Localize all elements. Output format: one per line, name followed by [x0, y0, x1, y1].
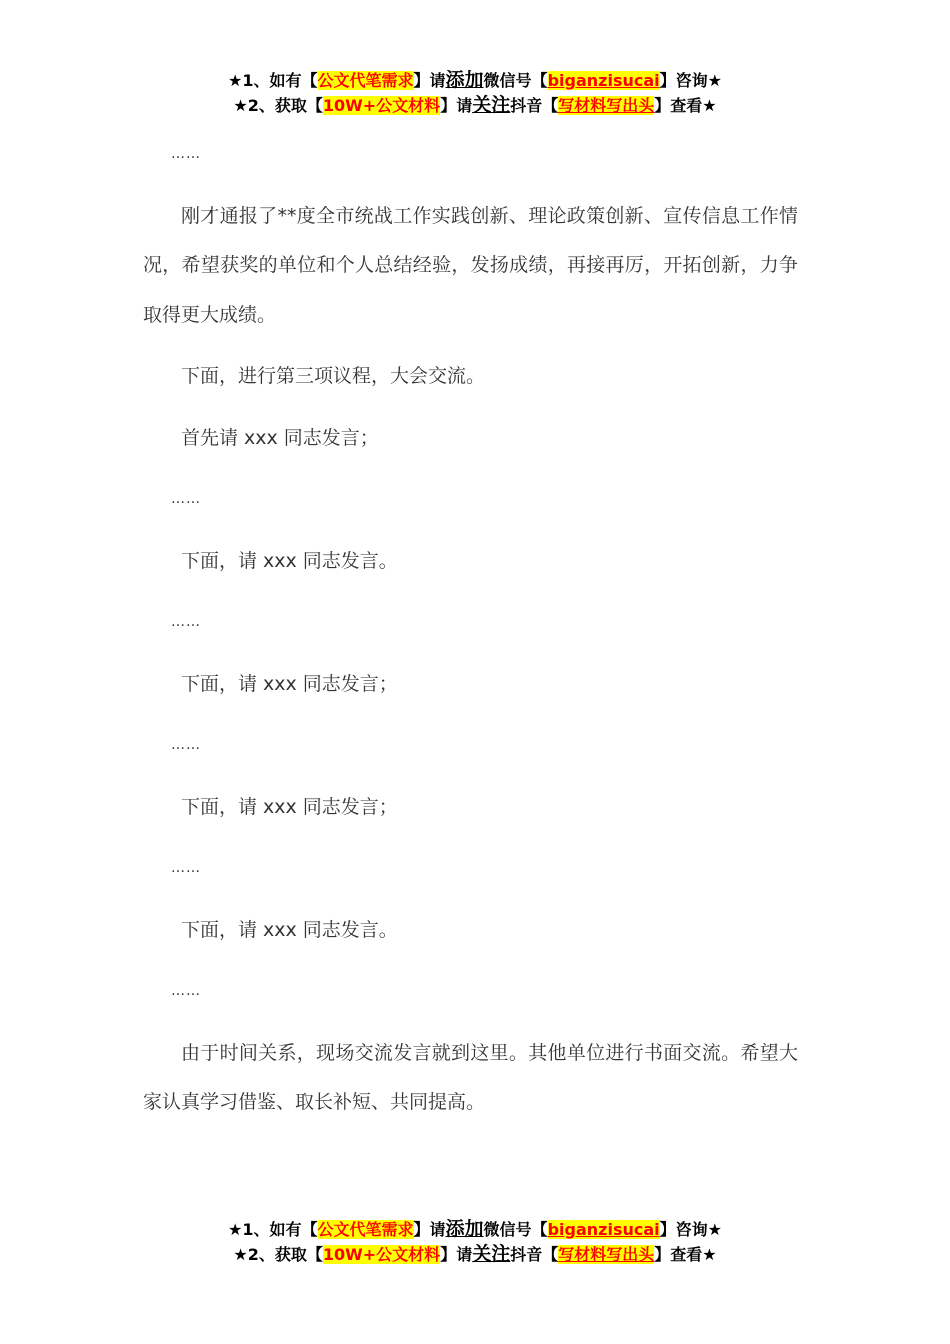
paragraph: ……: [171, 860, 201, 876]
banner-highlight: 公文代笔需求: [317, 1220, 414, 1239]
banner-text: ★2、获取【: [233, 1245, 323, 1264]
banner-line-2: [0, 1242, 950, 1267]
banner-line-1: [0, 68, 950, 93]
paragraph: ……: [171, 737, 201, 753]
banner-text: 】咨询★: [659, 1220, 722, 1239]
paragraph: 刚才通报了**度全市统战工作实践创新、理论政策创新、宣传信息工作情况，希望获奖的单位和个人总结经验，发扬成绩，再接再厉，开拓创新，力争取得更大成绩。: [143, 204, 798, 326]
banner-emphasis: 添加: [445, 69, 484, 91]
paragraph: ……: [171, 491, 201, 507]
banner-text: 抖音【: [510, 96, 559, 115]
banner-text: 抖音【: [510, 1245, 559, 1264]
banner-line-1: [0, 1217, 950, 1242]
banner-text: 】请: [413, 1220, 446, 1239]
banner-text: 】请: [440, 1245, 473, 1264]
douyin-account-link[interactable]: 写材料写出头: [558, 1245, 655, 1264]
paragraph: ……: [171, 614, 201, 630]
paragraph: 下面，进行第三项议程，大会交流。: [181, 365, 486, 387]
banner-highlight: 公文代笔需求: [317, 71, 414, 90]
wechat-id-link[interactable]: biganzisucai: [547, 71, 660, 90]
banner-text: 】请: [413, 71, 446, 90]
wechat-id-link[interactable]: biganzisucai: [547, 1220, 660, 1239]
banner-text: 】咨询★: [659, 71, 722, 90]
banner-text: 】请: [440, 96, 473, 115]
paragraph: ……: [171, 146, 201, 162]
banner-emphasis: 添加: [445, 1218, 484, 1240]
paragraph: 首先请 xxx 同志发言；: [181, 426, 379, 449]
document-body: [143, 130, 798, 1140]
footer-banner: [0, 1217, 950, 1267]
banner-text: ★2、获取【: [233, 96, 323, 115]
banner-text: 】查看★: [654, 96, 717, 115]
header-banner: [0, 68, 950, 118]
banner-text: ★1、如有【: [228, 71, 318, 90]
banner-emphasis: 关注: [472, 94, 511, 116]
banner-line-2: [0, 93, 950, 118]
paragraph: ……: [171, 983, 201, 999]
banner-emphasis: 关注: [472, 1243, 511, 1265]
banner-text: ★1、如有【: [228, 1220, 318, 1239]
paragraph: 下面，请 xxx 同志发言。: [181, 918, 398, 941]
paragraph: 下面，请 xxx 同志发言；: [181, 795, 398, 818]
banner-text: 】查看★: [654, 1245, 717, 1264]
banner-text: 微信号【: [483, 1220, 548, 1239]
banner-highlight: 10W+公文材料: [322, 1245, 441, 1264]
paragraph: 由于时间关系，现场交流发言就到这里。其他单位进行书面交流。希望大家认真学习借鉴、取长补短、共同提高。: [143, 1041, 798, 1113]
banner-highlight: 10W+公文材料: [322, 96, 441, 115]
paragraph: 下面，请 xxx 同志发言。: [181, 549, 398, 572]
douyin-account-link[interactable]: 写材料写出头: [558, 96, 655, 115]
paragraph: 下面，请 xxx 同志发言；: [181, 672, 398, 695]
banner-text: 微信号【: [483, 71, 548, 90]
